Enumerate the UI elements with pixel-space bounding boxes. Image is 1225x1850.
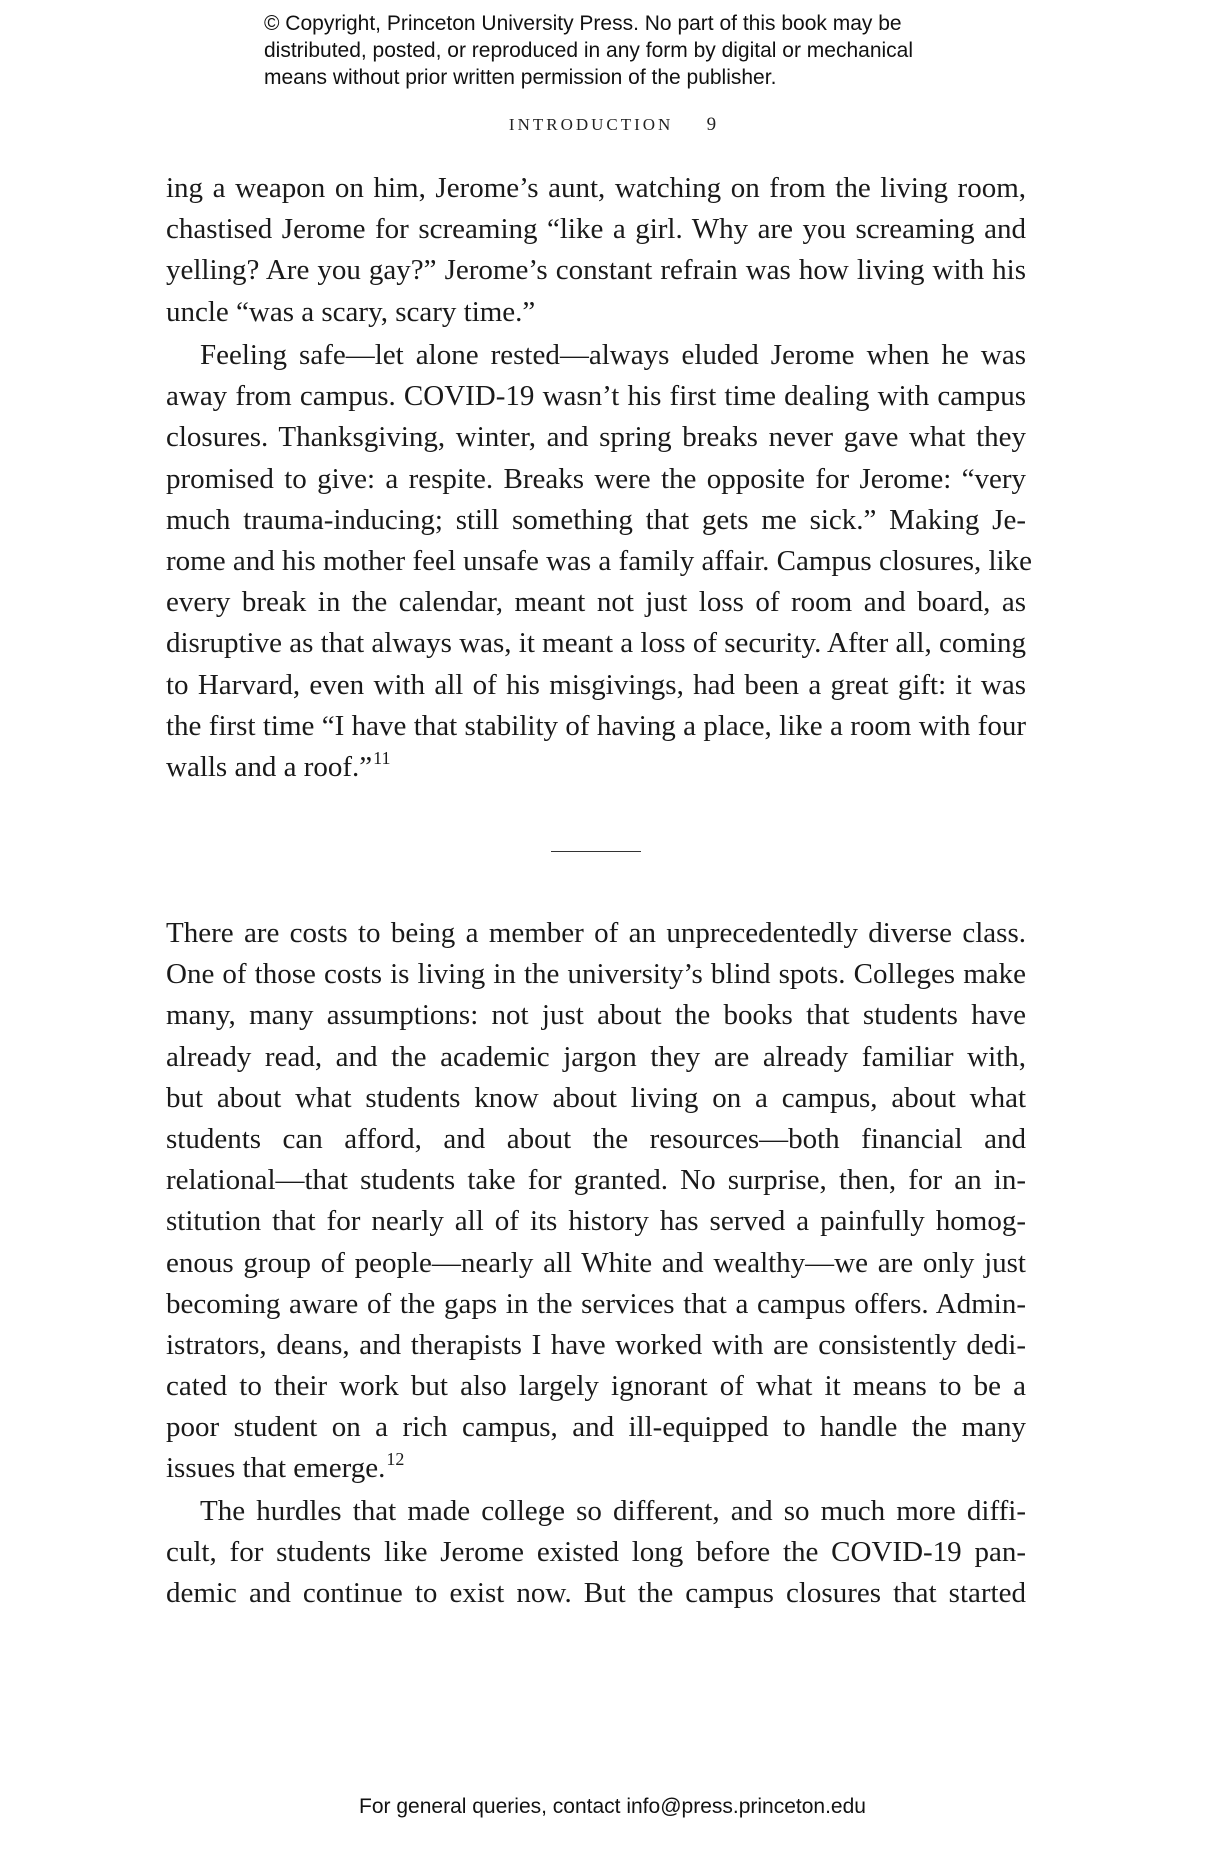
text-line: poor student on a rich campus, and ill-equipped to handle the many (166, 1411, 1026, 1444)
text-line: away from campus. COVID-19 wasn’t his first time dealing with campus (166, 380, 1026, 413)
text-line: Feeling safe—let alone rested—always eluded Jerome when he was (200, 339, 1026, 371)
text-line: promised to give: a respite. Breaks were the opposite for Jerome: “very (166, 462, 1026, 495)
text-line: disruptive as that always was, it meant a loss of security. After all, coming (166, 627, 1026, 660)
copyright-notice (264, 10, 984, 91)
paragraph-continued (166, 168, 1026, 333)
text-line (166, 1448, 1026, 1489)
footer-contact: For general queries, contact info@press.princeton.edu (359, 1795, 866, 1818)
text-line: demic and continue to exist now. But the campus closures that started (166, 1577, 1026, 1610)
text-line: cult, for students like Jerome existed long before the COVID-19 pan- (166, 1536, 1026, 1569)
text-line: to Harvard, even with all of his misgivings, had been a great gift: it was (166, 668, 1026, 701)
running-head (0, 114, 1225, 136)
copyright-line: distributed, posted, or reproduced in any form by digital or mechanical (264, 39, 914, 62)
text-line: enous group of people—nearly all White and wealthy—we are only just (166, 1246, 1026, 1279)
text-line: students can afford, and about the resources—both financial and (166, 1122, 1026, 1155)
text-line: rome and his mother feel unsafe was a family affair. Campus closures, like (166, 544, 1032, 577)
text-line: cated to their work but also largely ignorant of what it means to be a (166, 1370, 1026, 1403)
copyright-line: means without prior written permission of the publisher. (264, 66, 777, 89)
text-line: One of those costs is living in the university’s blind spots. Colleges make (166, 958, 1026, 991)
text-line: much trauma-inducing; still something that gets me sick.” Making Je- (166, 503, 1026, 536)
text-line: ing a weapon on him, Jerome’s aunt, watching on from the living room, (166, 172, 1026, 204)
paragraph (166, 335, 1032, 788)
text-line-content: issues that emerge. (166, 1452, 386, 1485)
text-line: chastised Jerome for screaming “like a girl. Why are you screaming and (166, 213, 1026, 246)
text-line: every break in the calendar, meant not just loss of room and board, as (166, 586, 1026, 619)
text-line (166, 747, 1026, 788)
text-line: stitution that for nearly all of its history has served a painfully homog- (166, 1205, 1026, 1238)
paragraph (166, 1491, 1026, 1615)
text-line: becoming aware of the gaps in the services that a campus offers. Admin- (166, 1287, 1026, 1320)
text-line: There are costs to being a member of an unprecedentedly diverse class. (166, 917, 1026, 949)
footnote-marker[interactable]: 11 (373, 747, 391, 768)
text-line-content: walls and a roof.” (166, 750, 373, 783)
text-line: the first time “I have that stability of having a place, like a room with four (166, 709, 1026, 742)
copyright-line: © Copyright, Princeton University Press. No part of this book may be (264, 12, 902, 35)
text-line: relational—that students take for granted. No surprise, then, for an in- (166, 1164, 1026, 1197)
text-line: closures. Thanksgiving, winter, and spring breaks never gave what they (166, 421, 1026, 454)
page-number: 9 (706, 114, 717, 135)
paragraph (166, 913, 1026, 1490)
footnote-marker[interactable]: 12 (386, 1449, 405, 1470)
text-line: yelling? Are you gay?” Jerome’s constant refrain was how living with his (166, 254, 1026, 287)
text-line: many, many assumptions: not just about the books that students have (166, 999, 1026, 1032)
section-break-rule (551, 851, 641, 852)
chapter-title: INTRODUCTION (508, 115, 674, 134)
text-line: The hurdles that made college so different, and so much more diffi- (200, 1495, 1026, 1527)
text-line: istrators, deans, and therapists I have worked with are consistently dedi- (166, 1328, 1026, 1361)
text-line: but about what students know about living on a campus, about what (166, 1081, 1026, 1114)
text-line: already read, and the academic jargon they are already familiar with, (166, 1040, 1026, 1073)
text-line: uncle “was a scary, scary time.” (166, 295, 536, 328)
